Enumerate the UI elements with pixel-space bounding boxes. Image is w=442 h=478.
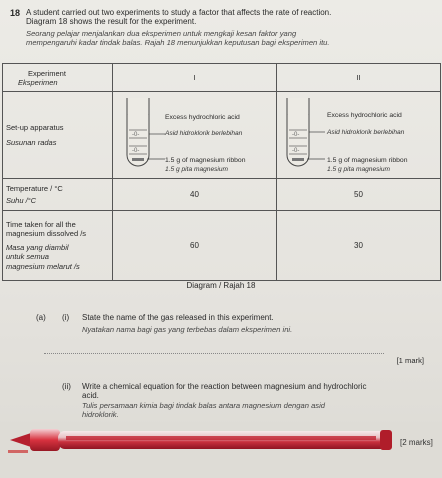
magnesium-ribbon-2 bbox=[292, 158, 304, 161]
marks-a-i: [1 mark] bbox=[396, 356, 424, 365]
setup-label-ms: Susunan radas bbox=[6, 137, 57, 147]
test-tube-1-mouth bbox=[127, 98, 149, 114]
temperature-label-ms: Suhu /°C bbox=[6, 196, 37, 205]
part-a-ii-question-ms-1: Tulis persamaan kimia bagi tindak balas antara magnesium dengan asid bbox=[82, 401, 325, 410]
exp1-acid-label-en: Excess hydrochloric acid bbox=[165, 114, 240, 121]
header-experiment-ms: Eksperimen bbox=[18, 77, 58, 87]
time-label-ms-2: untuk semua bbox=[6, 252, 49, 262]
time-label-en-2: magnesium dissolved /s bbox=[6, 229, 87, 239]
table-header-row bbox=[3, 64, 441, 92]
diagram-caption: Diagram / Rajah 18 bbox=[186, 281, 256, 290]
time-label-cell bbox=[3, 211, 113, 281]
setup-label-cell bbox=[3, 92, 113, 179]
time-value-2: 30 bbox=[277, 211, 441, 281]
experiment-table bbox=[2, 63, 441, 281]
temperature-label-cell bbox=[3, 179, 113, 211]
part-a-label: (a) bbox=[36, 313, 46, 322]
marks-a-ii: [2 marks] bbox=[400, 438, 433, 447]
exp1-acid-label-ms: Asid hidroklorik berlebihan bbox=[165, 130, 243, 137]
intro-ms-line-1: Seorang pelajar menjalankan dua eksperimen untuk mengkaji kesan faktor yang bbox=[26, 29, 297, 38]
part-a-ii-question-en-1: Write a chemical equation for the reaction between magnesium and hydrochloric bbox=[82, 382, 367, 391]
header-experiment-en: Experiment bbox=[28, 68, 66, 78]
temperature-value-2: 50 bbox=[277, 179, 441, 211]
header-col-1: I bbox=[113, 64, 277, 92]
part-a-i-question-ms: Nyatakan nama bagi gas yang terbebas dalam eksperimen ini. bbox=[82, 325, 293, 334]
test-tube-2-mouth bbox=[287, 98, 309, 114]
pen-ink-tube bbox=[66, 436, 376, 440]
svg-text:-0-: -0- bbox=[132, 148, 140, 154]
exp1-mg-label-en: 1.5 g of magnesium ribbon bbox=[165, 157, 246, 164]
temperature-row bbox=[3, 179, 441, 211]
svg-text:-0-: -0- bbox=[132, 132, 140, 138]
setup-cell-2 bbox=[277, 92, 441, 179]
apparatus-diagram-2 bbox=[277, 92, 441, 176]
header-col-2: II bbox=[277, 64, 441, 92]
time-label-ms-1: Masa yang diambil bbox=[6, 242, 69, 252]
intro-en-line-2: Diagram 18 shows the result for the experiment. bbox=[26, 17, 197, 26]
svg-text:-0-: -0- bbox=[292, 132, 300, 138]
part-a-i-label: (i) bbox=[62, 313, 70, 322]
temperature-value-1: 40 bbox=[113, 179, 277, 211]
part-a-ii-label: (ii) bbox=[62, 382, 71, 391]
intro-ms-line-2: mempengaruhi kadar tindak balas. Rajah 18 menunjukkan keputusan bagi eksperimen itu. bbox=[26, 38, 330, 47]
question-number: 18 bbox=[10, 8, 21, 18]
setup-cell-1 bbox=[113, 92, 277, 179]
exp2-mg-label-en: 1.5 g of magnesium ribbon bbox=[327, 157, 408, 164]
time-value-1: 60 bbox=[113, 211, 277, 281]
part-a-ii-question-ms-2: hidroklorik. bbox=[82, 410, 119, 419]
setup-label-en: Set-up apparatus bbox=[6, 123, 64, 132]
intro-en-line-1: A student carried out two experiments to study a factor that affects the rate of reaction. bbox=[26, 8, 332, 17]
pen-grip bbox=[30, 429, 60, 451]
time-label-en-1: Time taken for all the bbox=[6, 219, 76, 229]
exp1-mg-label-ms: 1.5 g pita magnesium bbox=[165, 166, 229, 173]
time-row bbox=[3, 211, 441, 281]
magnesium-ribbon-1 bbox=[132, 158, 144, 161]
time-label-ms-3: magnesium melarut /s bbox=[6, 261, 80, 271]
pen-end-cap bbox=[380, 430, 392, 450]
part-a-ii-question-en-2: acid. bbox=[82, 391, 99, 400]
svg-text:-0-: -0- bbox=[292, 148, 300, 154]
setup-row bbox=[3, 92, 441, 179]
temperature-label-en: Temperature / °C bbox=[6, 183, 63, 193]
header-label-cell bbox=[3, 64, 113, 92]
exp2-mg-label-ms: 1.5 g pita magnesium bbox=[327, 166, 391, 173]
apparatus-diagram-1 bbox=[113, 92, 277, 176]
red-pen bbox=[0, 422, 442, 478]
exp2-acid-label-ms: Asid hidroklorik berlebihan bbox=[327, 129, 405, 136]
part-a-i-question-en: State the name of the gas released in this experiment. bbox=[82, 313, 274, 322]
answer-line-a-i[interactable] bbox=[44, 353, 384, 354]
exp2-acid-label-en: Excess hydrochloric acid bbox=[327, 112, 402, 119]
